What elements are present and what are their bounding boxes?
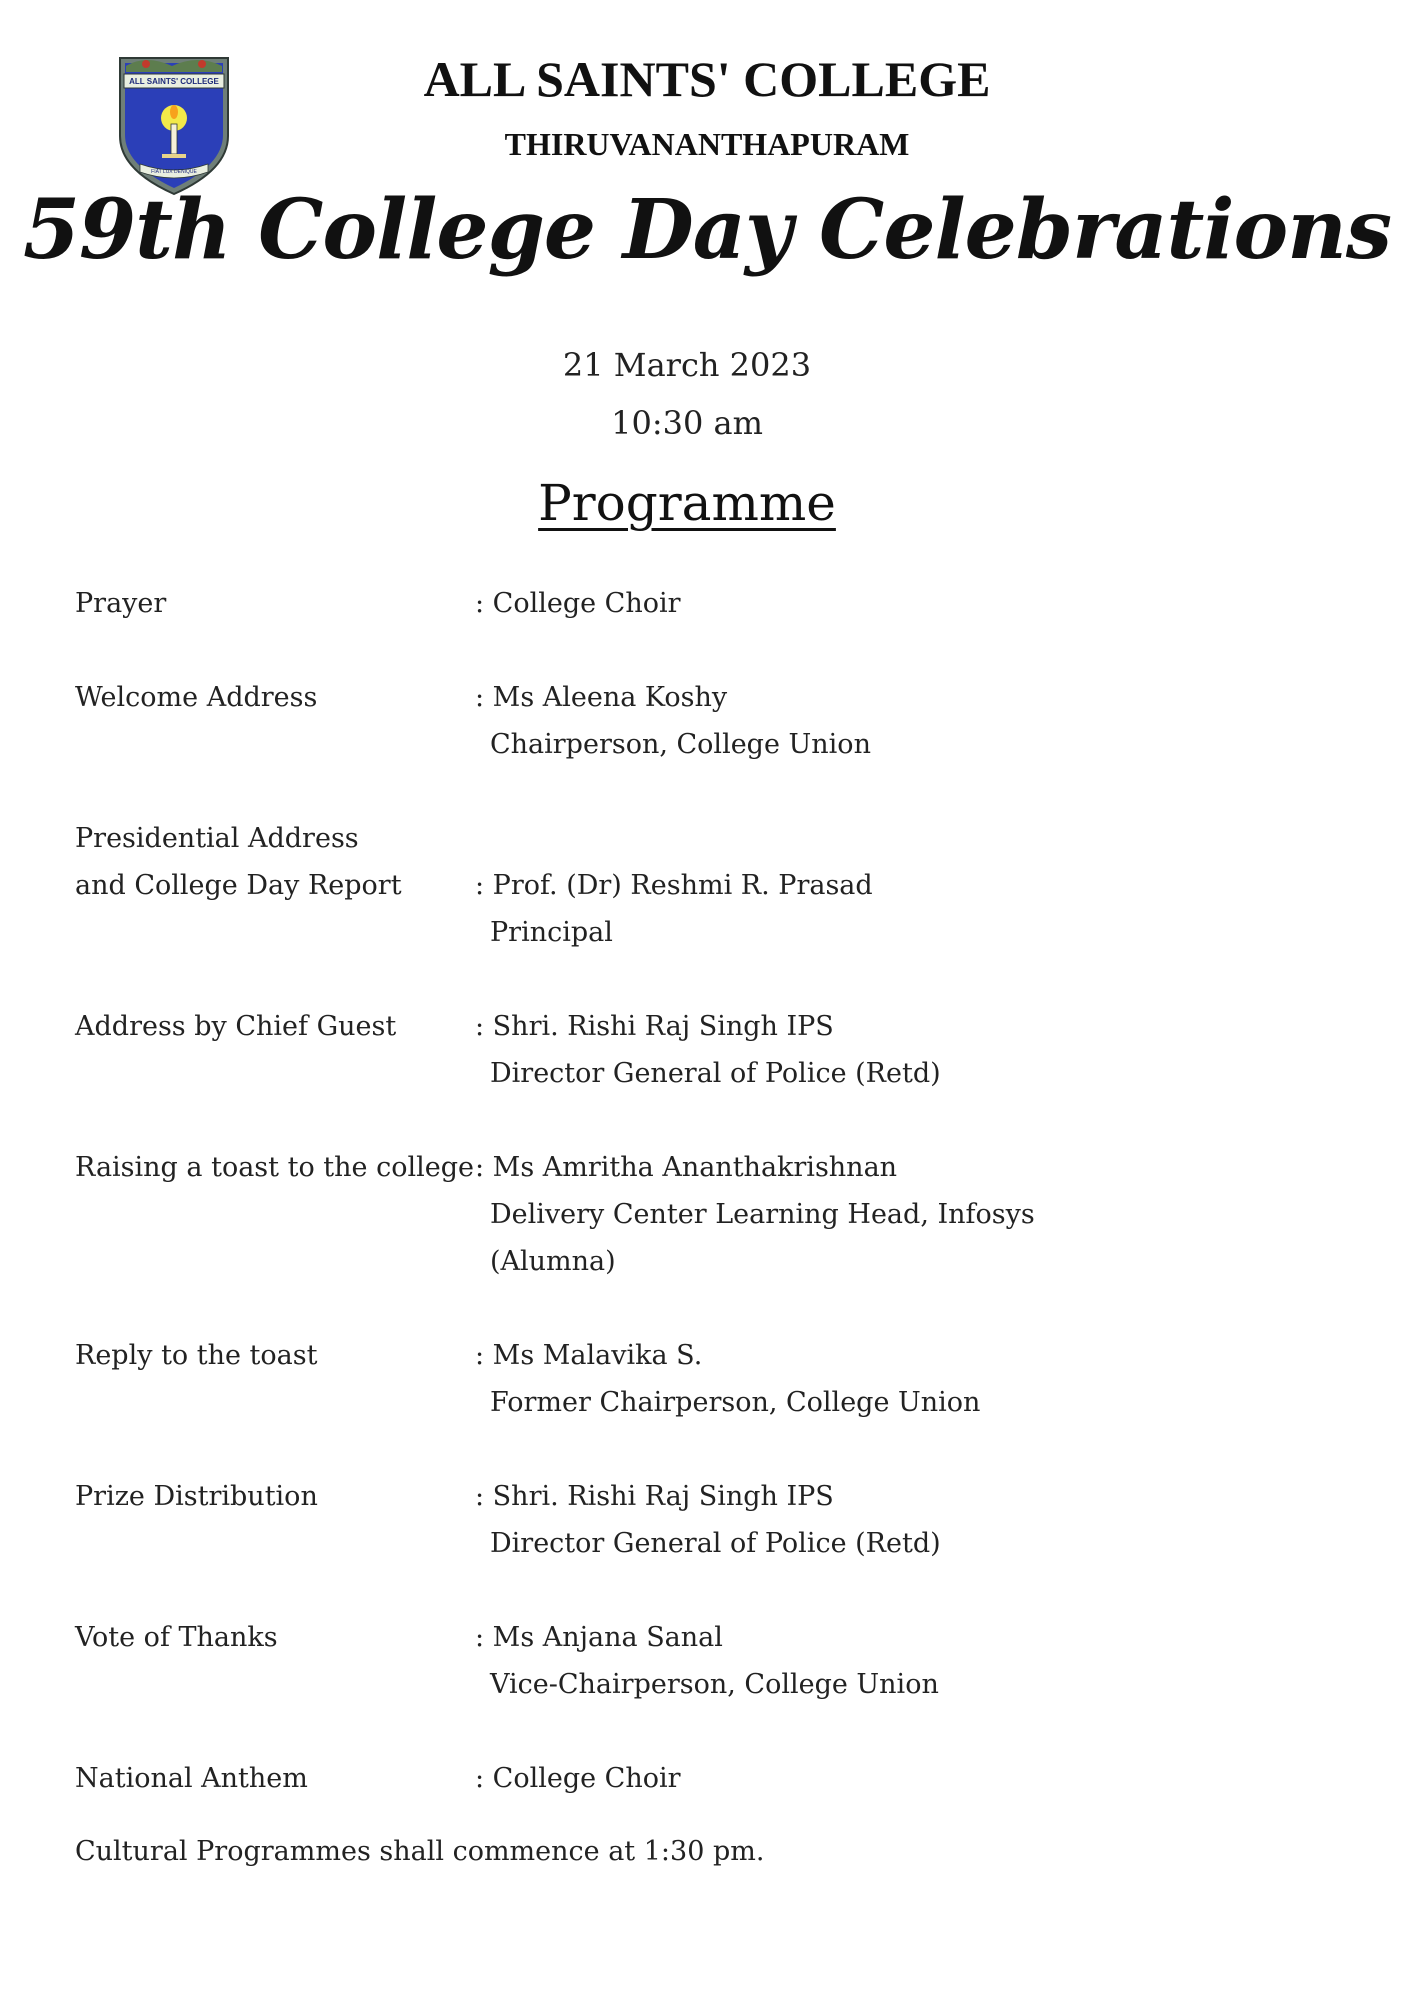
programme-item-detail-line: : College Choir [475,1763,681,1794]
programme-item-detail-line: : Shri. Rishi Raj Singh IPS [475,1011,834,1042]
programme-item-detail-line: Director General of Police (Retd) [490,1058,941,1089]
svg-text:ALL SAINTS' COLLEGE: ALL SAINTS' COLLEGE [129,77,219,86]
programme-item-detail [475,1332,1325,1426]
programme-item-label-line: Reply to the toast [75,1340,318,1371]
programme-item [75,1473,1325,1567]
programme-item-label-line: Welcome Address [75,682,318,713]
programme-item-detail-line [475,815,1325,862]
programme-item [75,1755,1325,1802]
programme-item [75,1144,1325,1285]
programme-heading: Programme [538,474,836,532]
programme-item-label-line: Prize Distribution [75,1481,318,1512]
svg-text:FIAT LUX DENIQUE: FIAT LUX DENIQUE [151,169,197,175]
programme-item [75,1332,1325,1426]
programme-item-label [75,1614,475,1661]
footer-note: Cultural Programmes shall commence at 1:30 pm. [75,1836,765,1867]
programme-item [75,580,1325,627]
programme-item-detail-line: Chairperson, College Union [490,729,871,760]
programme-item-label [75,1473,475,1520]
programme-item-detail-line: Director General of Police (Retd) [490,1528,941,1559]
programme-item-label [75,1003,475,1050]
programme-item-detail-line: : Ms Anjana Sanal [475,1622,723,1653]
programme-list [75,580,1325,1802]
programme-item-label-line: Raising a toast to the college [75,1152,474,1183]
programme-item-label-line: Address by Chief Guest [75,1011,397,1042]
programme-item [75,674,1325,768]
programme-item-label [75,580,475,627]
programme-item [75,815,1325,956]
programme-item-detail-line: : Ms Amritha Ananthakrishnan [475,1152,898,1183]
programme-item-label-line: National Anthem [75,1763,308,1794]
programme-item-label [75,674,475,721]
programme-item-label [75,1332,475,1379]
programme-item-label [75,1144,475,1191]
programme-item-detail-line: : Ms Malavika S. [475,1340,703,1371]
programme-item-detail [475,674,1325,768]
programme-item-detail-line: Delivery Center Learning Head, Infosys [490,1199,1035,1230]
programme-item-label-line: Vote of Thanks [75,1622,278,1653]
event-time: 10:30 am [611,404,763,442]
programme-item-detail-line: (Alumna) [490,1246,616,1277]
programme-item-label-line: Presidential Address [75,823,359,854]
programme-item-detail [475,1144,1325,1285]
programme-item-detail-line: : College Choir [475,588,681,619]
programme-item-detail [475,1755,1325,1802]
programme-item-detail-line: Former Chairperson, College Union [490,1387,981,1418]
programme-item-detail-line: : Shri. Rishi Raj Singh IPS [475,1481,834,1512]
programme-item-detail [475,1003,1325,1097]
event-date: 21 March 2023 [562,346,812,384]
programme-item-label [75,1755,475,1802]
programme-item-detail-line: Vice-Chairperson, College Union [490,1669,939,1700]
programme-item-detail [475,580,1325,627]
programme-item-label-line: and College Day Report [75,870,402,901]
college-name: ALL SAINTS' COLLEGE [423,51,991,107]
event-title: 59th College Day Celebrations [22,182,1391,278]
programme-item-detail-line: : Prof. (Dr) Reshmi R. Prasad [475,870,873,901]
college-city: THIRUVANANTHAPURAM [504,126,910,162]
programme-item-detail [475,1614,1325,1708]
programme-item-label [75,815,475,909]
programme-item-detail [475,1473,1325,1567]
programme-item-detail-line: Principal [490,917,613,948]
programme-item [75,1003,1325,1097]
programme-item-detail [475,815,1325,956]
programme-item-detail-line: : Ms Aleena Koshy [475,682,728,713]
programme-item-label-line: Prayer [75,588,167,619]
programme-item [75,1614,1325,1708]
